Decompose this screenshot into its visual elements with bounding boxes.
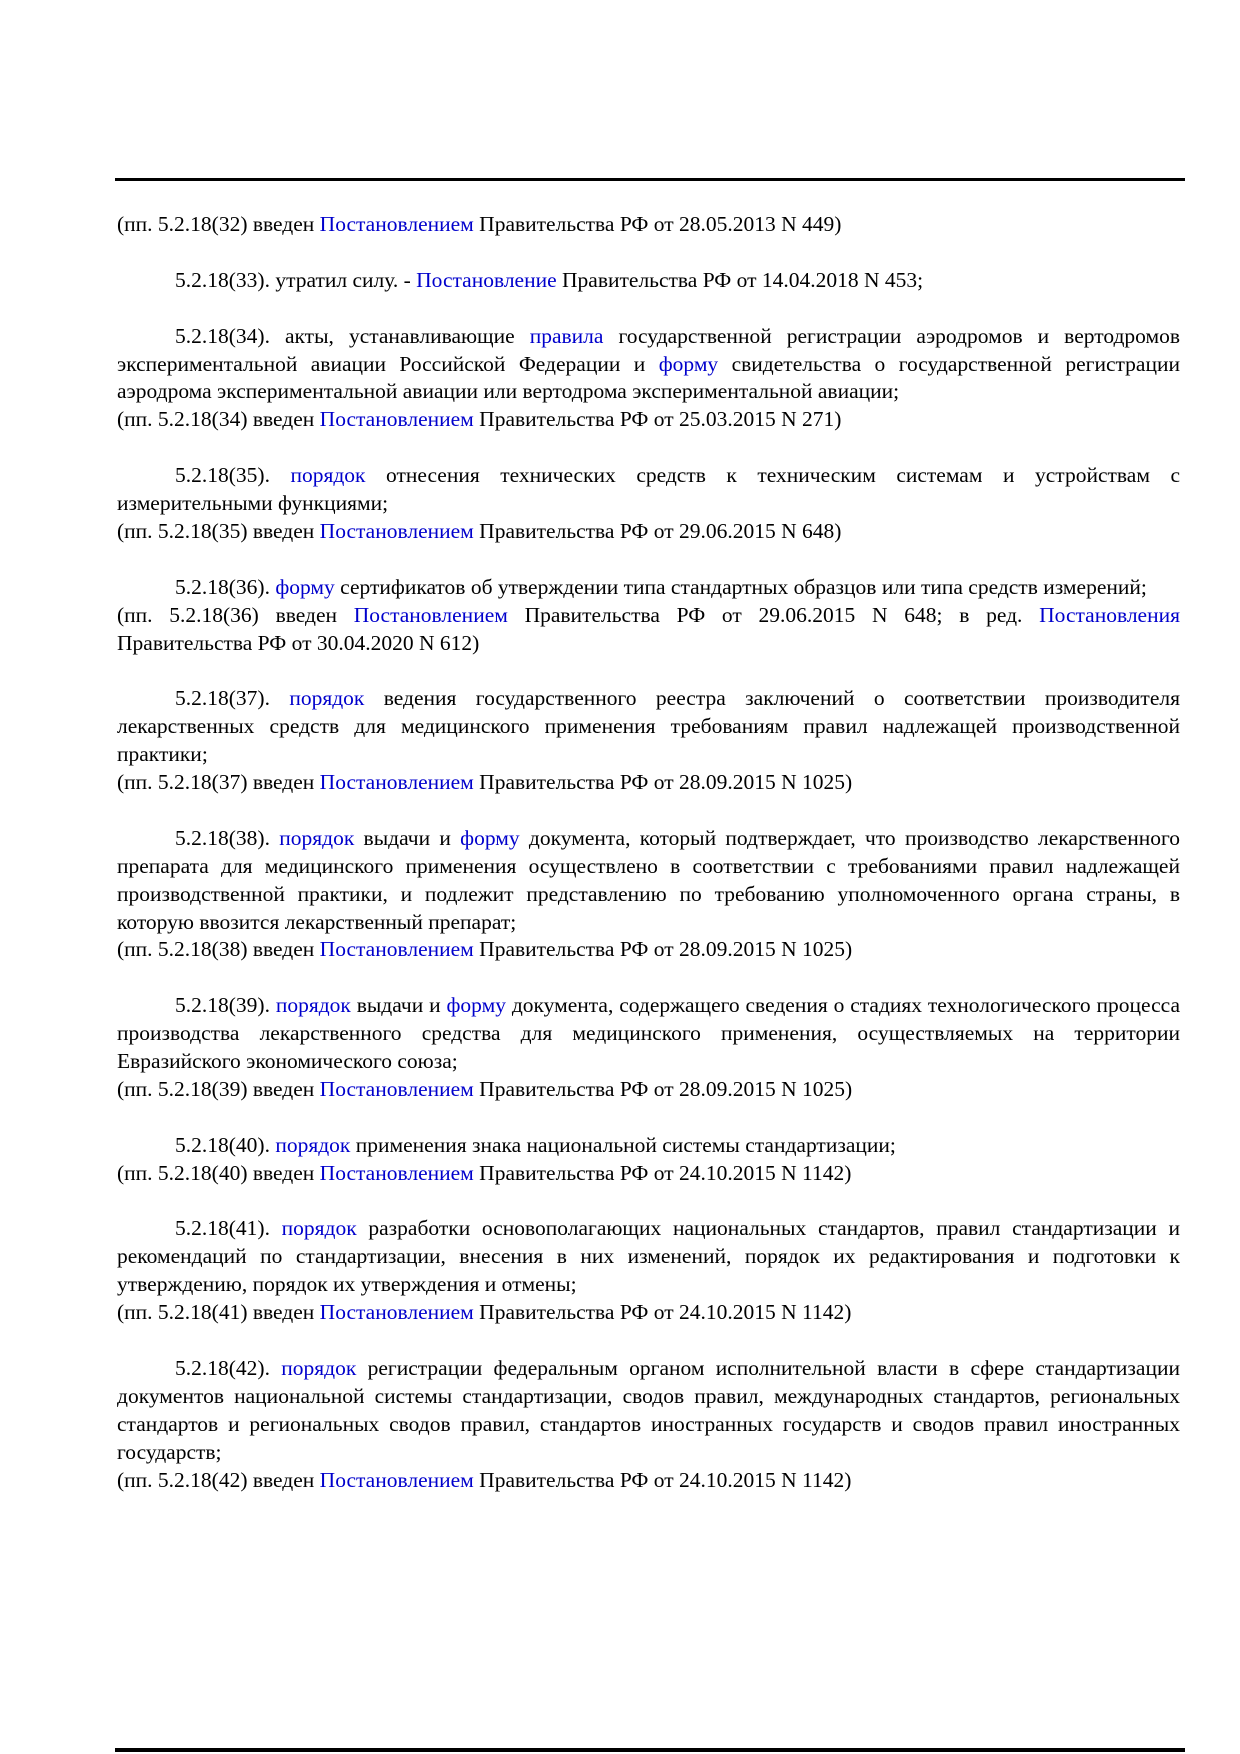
resolution-link[interactable]: Постановление	[416, 267, 557, 292]
paragraph-5-2-18-41	[117, 1215, 1180, 1327]
clause-text	[117, 267, 1180, 295]
clause-text-part: 5.2.18(38).	[175, 825, 280, 850]
paragraph-5-2-18-39	[117, 992, 1180, 1104]
note-text: (пп. 5.2.18(34) введен	[117, 407, 320, 432]
note-text: Правительства РФ от 28.05.2013 N 449)	[473, 212, 842, 236]
form-link[interactable]: форму	[460, 825, 520, 850]
clause-text	[117, 462, 1180, 518]
note-text: (пп. 5.2.18(36) введен	[117, 602, 354, 627]
paragraph-5-2-18-34	[117, 323, 1180, 435]
clause-text-part: свидетельства о государственной регистрации аэродрома экспериментальной авиации или вертодрома экспериментальной авиации;	[117, 351, 1180, 404]
amendment-note	[117, 1076, 1180, 1104]
clause-text-part: документа, содержащего сведения о стадиях технологического процесса производства лекарственного средства для медицинского применения, осуществляемых на территории Евразийского экономического союза;	[117, 993, 1180, 1074]
amendment-note	[117, 769, 1180, 797]
clause-text	[117, 992, 1180, 1076]
paragraph-5-2-18-40	[117, 1132, 1180, 1188]
clause-text	[117, 1132, 1180, 1160]
form-link[interactable]: форму	[275, 574, 335, 599]
note-text: Правительства РФ от 28.09.2015 N 1025)	[473, 937, 853, 962]
note-text: (пп. 5.2.18(38) введен	[117, 937, 320, 962]
clause-text-part: 5.2.18(33). утратил силу. -	[175, 267, 417, 292]
resolution-link[interactable]: Постановлением	[353, 602, 508, 627]
clause-text-part: регистрации федеральным органом исполнительной власти в сфере стандартизации документов национальной системы стандартизации, сводов правил, международных стандартов, региональных стандартов и региональных сводов правил, стандартов иностранных государств и сводов правил иностранных государств;	[117, 1356, 1180, 1464]
resolution-link[interactable]: Постановлением	[319, 407, 474, 432]
clause-text	[117, 1215, 1180, 1299]
clause-text-part: 5.2.18(40).	[175, 1132, 276, 1157]
clause-text	[117, 323, 1180, 407]
clause-text-part: ведения государственного реестра заключений о соответствии производителя лекарственных средств для медицинского применения требованиям правил надлежащей производственной практики;	[117, 686, 1180, 767]
resolution-link[interactable]: Постановлением	[319, 1467, 474, 1492]
note-text: Правительства РФ от 30.04.2020 N 612)	[117, 630, 480, 655]
clause-text-part: разработки основополагающих национальных стандартов, правил стандартизации и рекомендаций по стандартизации, внесения в них изменений, порядок их редактирования и подготовки к утверждению, порядок их утверждения и отмены;	[117, 1216, 1180, 1297]
note-text: Правительства РФ от 24.10.2015 N 1142)	[473, 1300, 852, 1325]
amendment-note	[117, 406, 1180, 434]
clause-text	[117, 574, 1180, 602]
clause-text-part: государственной регистрации аэродромов и вертодромов экспериментальной авиации Российской Федерации и	[117, 323, 1180, 376]
header-rule	[115, 178, 1185, 181]
resolution-link[interactable]: Постановлением	[319, 1300, 474, 1325]
note-text: (пп. 5.2.18(39) введен	[117, 1076, 320, 1101]
resolution-edit-link[interactable]: Постановления	[1039, 602, 1180, 627]
note-text: (пп. 5.2.18(41) введен	[117, 1300, 320, 1325]
clause-text-part: 5.2.18(39).	[175, 993, 276, 1018]
note-text: Правительства РФ от 28.09.2015 N 1025)	[473, 1076, 853, 1101]
resolution-link[interactable]: Постановлением	[319, 770, 474, 795]
clause-text-part: применения знака национальной системы стандартизации;	[350, 1132, 896, 1157]
paragraph-5-2-18-42	[117, 1355, 1180, 1495]
paragraph-5-2-18-38	[117, 825, 1180, 965]
amendment-note	[117, 518, 1180, 546]
paragraph-5-2-18-37	[117, 685, 1180, 797]
resolution-link[interactable]: Постановлением	[319, 937, 474, 962]
note-text: (пп. 5.2.18(37) введен	[117, 770, 320, 795]
note-text: (пп. 5.2.18(42) введен	[117, 1467, 320, 1492]
procedure-link[interactable]: порядок	[281, 1356, 357, 1380]
resolution-link[interactable]: Постановлением	[319, 212, 474, 236]
form-link[interactable]: форму	[446, 993, 506, 1018]
clause-text-part: 5.2.18(42).	[175, 1356, 282, 1380]
clause-text-part: Правительства РФ от 14.04.2018 N 453;	[556, 267, 924, 292]
resolution-link[interactable]: Постановлением	[319, 518, 474, 543]
clause-text	[117, 1355, 1180, 1467]
clause-text-part: выдачи и	[350, 993, 447, 1018]
clause-text-part: отнесения технических средств к техническим системам и устройствам с измерительными функциями;	[117, 463, 1180, 516]
resolution-link[interactable]: Постановлением	[319, 1076, 474, 1101]
form-link[interactable]: форму	[658, 351, 719, 376]
note-text: Правительства РФ от 24.10.2015 N 1142)	[473, 1160, 852, 1185]
paragraph-5-2-18-33	[117, 267, 1180, 295]
note-text: (пп. 5.2.18(35) введен	[117, 518, 320, 543]
paragraph-5-2-18-35	[117, 462, 1180, 546]
paragraph-5-2-18-32	[117, 211, 1180, 239]
amendment-note	[117, 1160, 1180, 1188]
note-text: (пп. 5.2.18(32) введен	[117, 212, 320, 236]
clause-text-part: 5.2.18(36).	[175, 574, 276, 599]
amendment-note	[117, 602, 1180, 658]
amendment-note	[117, 1299, 1180, 1327]
clause-text-part: 5.2.18(35).	[175, 463, 291, 488]
clause-text	[117, 685, 1180, 769]
clause-text-part: выдачи и	[354, 825, 461, 850]
amendment-note	[117, 1467, 1180, 1495]
note-text: Правительства РФ от 29.06.2015 N 648)	[473, 518, 842, 543]
note-text: Правительства РФ от 25.03.2015 N 271)	[473, 407, 842, 432]
clause-text-part: 5.2.18(37).	[175, 686, 290, 711]
procedure-link[interactable]: порядок	[275, 1132, 351, 1157]
amendment-note	[117, 211, 1180, 239]
note-text: Правительства РФ от 28.09.2015 N 1025)	[473, 770, 853, 795]
clause-text-part: сертификатов об утверждении типа стандартных образцов или типа средств измерений;	[334, 574, 1147, 599]
note-text: Правительства РФ от 29.06.2015 N 648; в ред.	[507, 602, 1040, 627]
footer-rule	[115, 1748, 1185, 1752]
procedure-link[interactable]: порядок	[281, 1216, 357, 1241]
rules-link[interactable]: правила	[529, 323, 604, 348]
note-text: (пп. 5.2.18(40) введен	[117, 1160, 320, 1185]
clause-text-part: 5.2.18(34). акты, устанавливающие	[175, 323, 530, 348]
clause-text-part: документа, который подтверждает, что производство лекарственного препарата для медицинского применения осуществлено в соответствии с требованиями правил надлежащей производственной практики, и подлежит представлению по требованию уполномоченного органа страны, в которую ввозится лекарственный препарат;	[117, 825, 1181, 934]
procedure-link[interactable]: порядок	[279, 825, 355, 850]
document-body	[117, 211, 1180, 1495]
procedure-link[interactable]: порядок	[290, 463, 366, 488]
note-text: Правительства РФ от 24.10.2015 N 1142)	[473, 1467, 852, 1492]
resolution-link[interactable]: Постановлением	[319, 1160, 474, 1185]
paragraph-5-2-18-36	[117, 574, 1180, 658]
procedure-link[interactable]: порядок	[275, 993, 351, 1018]
amendment-note	[117, 936, 1180, 964]
procedure-link[interactable]: порядок	[289, 686, 365, 711]
clause-text-part: 5.2.18(41).	[175, 1216, 282, 1241]
clause-text	[117, 825, 1180, 937]
